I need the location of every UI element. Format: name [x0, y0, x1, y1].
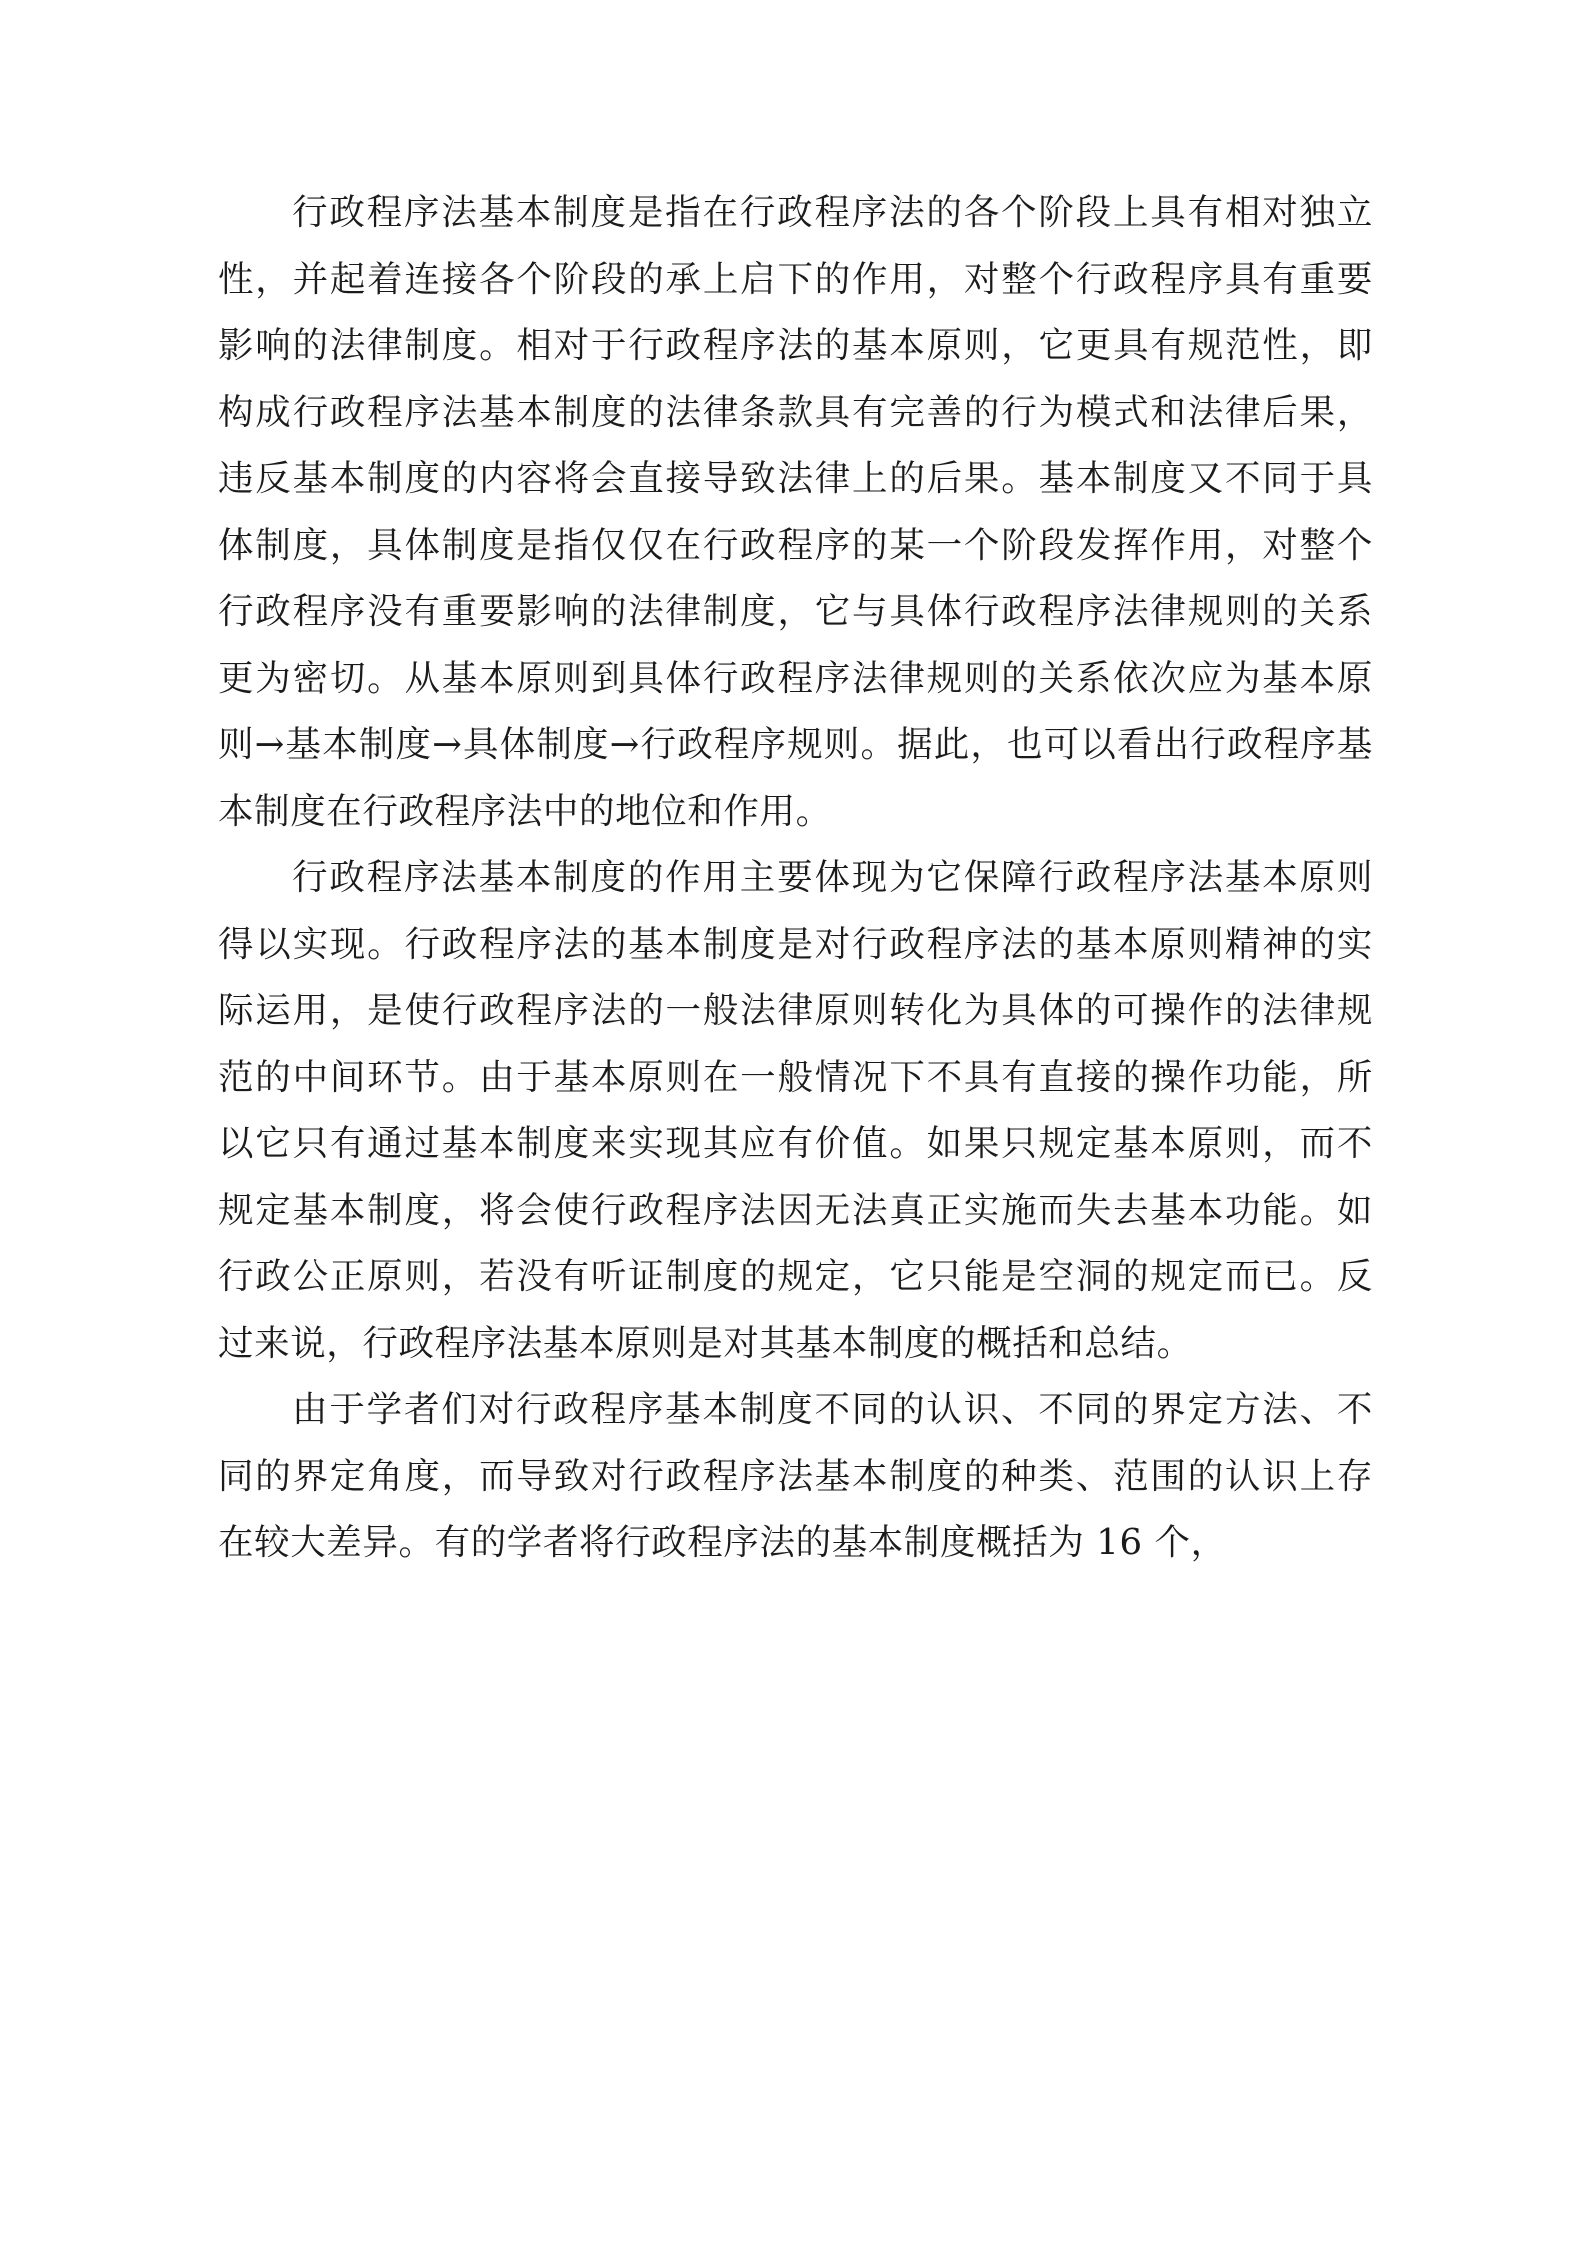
paragraph: 行政程序法基本制度是指在行政程序法的各个阶段上具有相对独立性，并起着连接各个阶段的承上启下的作用，对整个行政程序具有重要影响的法律制度。相对于行政程序法的基本原则，它更具有规范性，即构成行政程序法基本制度的法律条款具有完善的行为模式和法律后果，违反基本制度的内容将会直接导致法律上的后果。基本制度又不同于具体制度，具体制度是指仅仅在行政程序的某一个阶段发挥作用，对整个行政程序没有重要影响的法律制度，它与具体行政程序法律规则的关系更为密切。从基本原则到具体行政程序法律规则的关系依次应为基本原则→基本制度→具体制度→行政程序规则。据此，也可以看出行政程序基本制度在行政程序法中的地位和作用。: [218, 192, 1373, 832]
document-text-body: [218, 180, 1373, 1577]
paragraph: 行政程序法基本制度的作用主要体现为它保障行政程序法基本原则得以实现。行政程序法的基本制度是对行政程序法的基本原则精神的实际运用，是使行政程序法的一般法律原则转化为具体的可操作的法律规范的中间环节。由于基本原则在一般情况下不具有直接的操作功能，所以它只有通过基本制度来实现其应有价值。如果只规定基本原则，而不规定基本制度，将会使行政程序法因无法真正实施而失去基本功能。如行政公正原则，若没有听证制度的规定，它只能是空洞的规定而已。反过来说，行政程序法基本原则是对其基本制度的概括和总结。: [218, 857, 1373, 1364]
paragraph: 由于学者们对行政程序基本制度不同的认识、不同的界定方法、不同的界定角度，而导致对行政程序法基本制度的种类、范围的认识上存在较大差异。有的学者将行政程序法的基本制度概括为 16 个，: [218, 1389, 1373, 1563]
